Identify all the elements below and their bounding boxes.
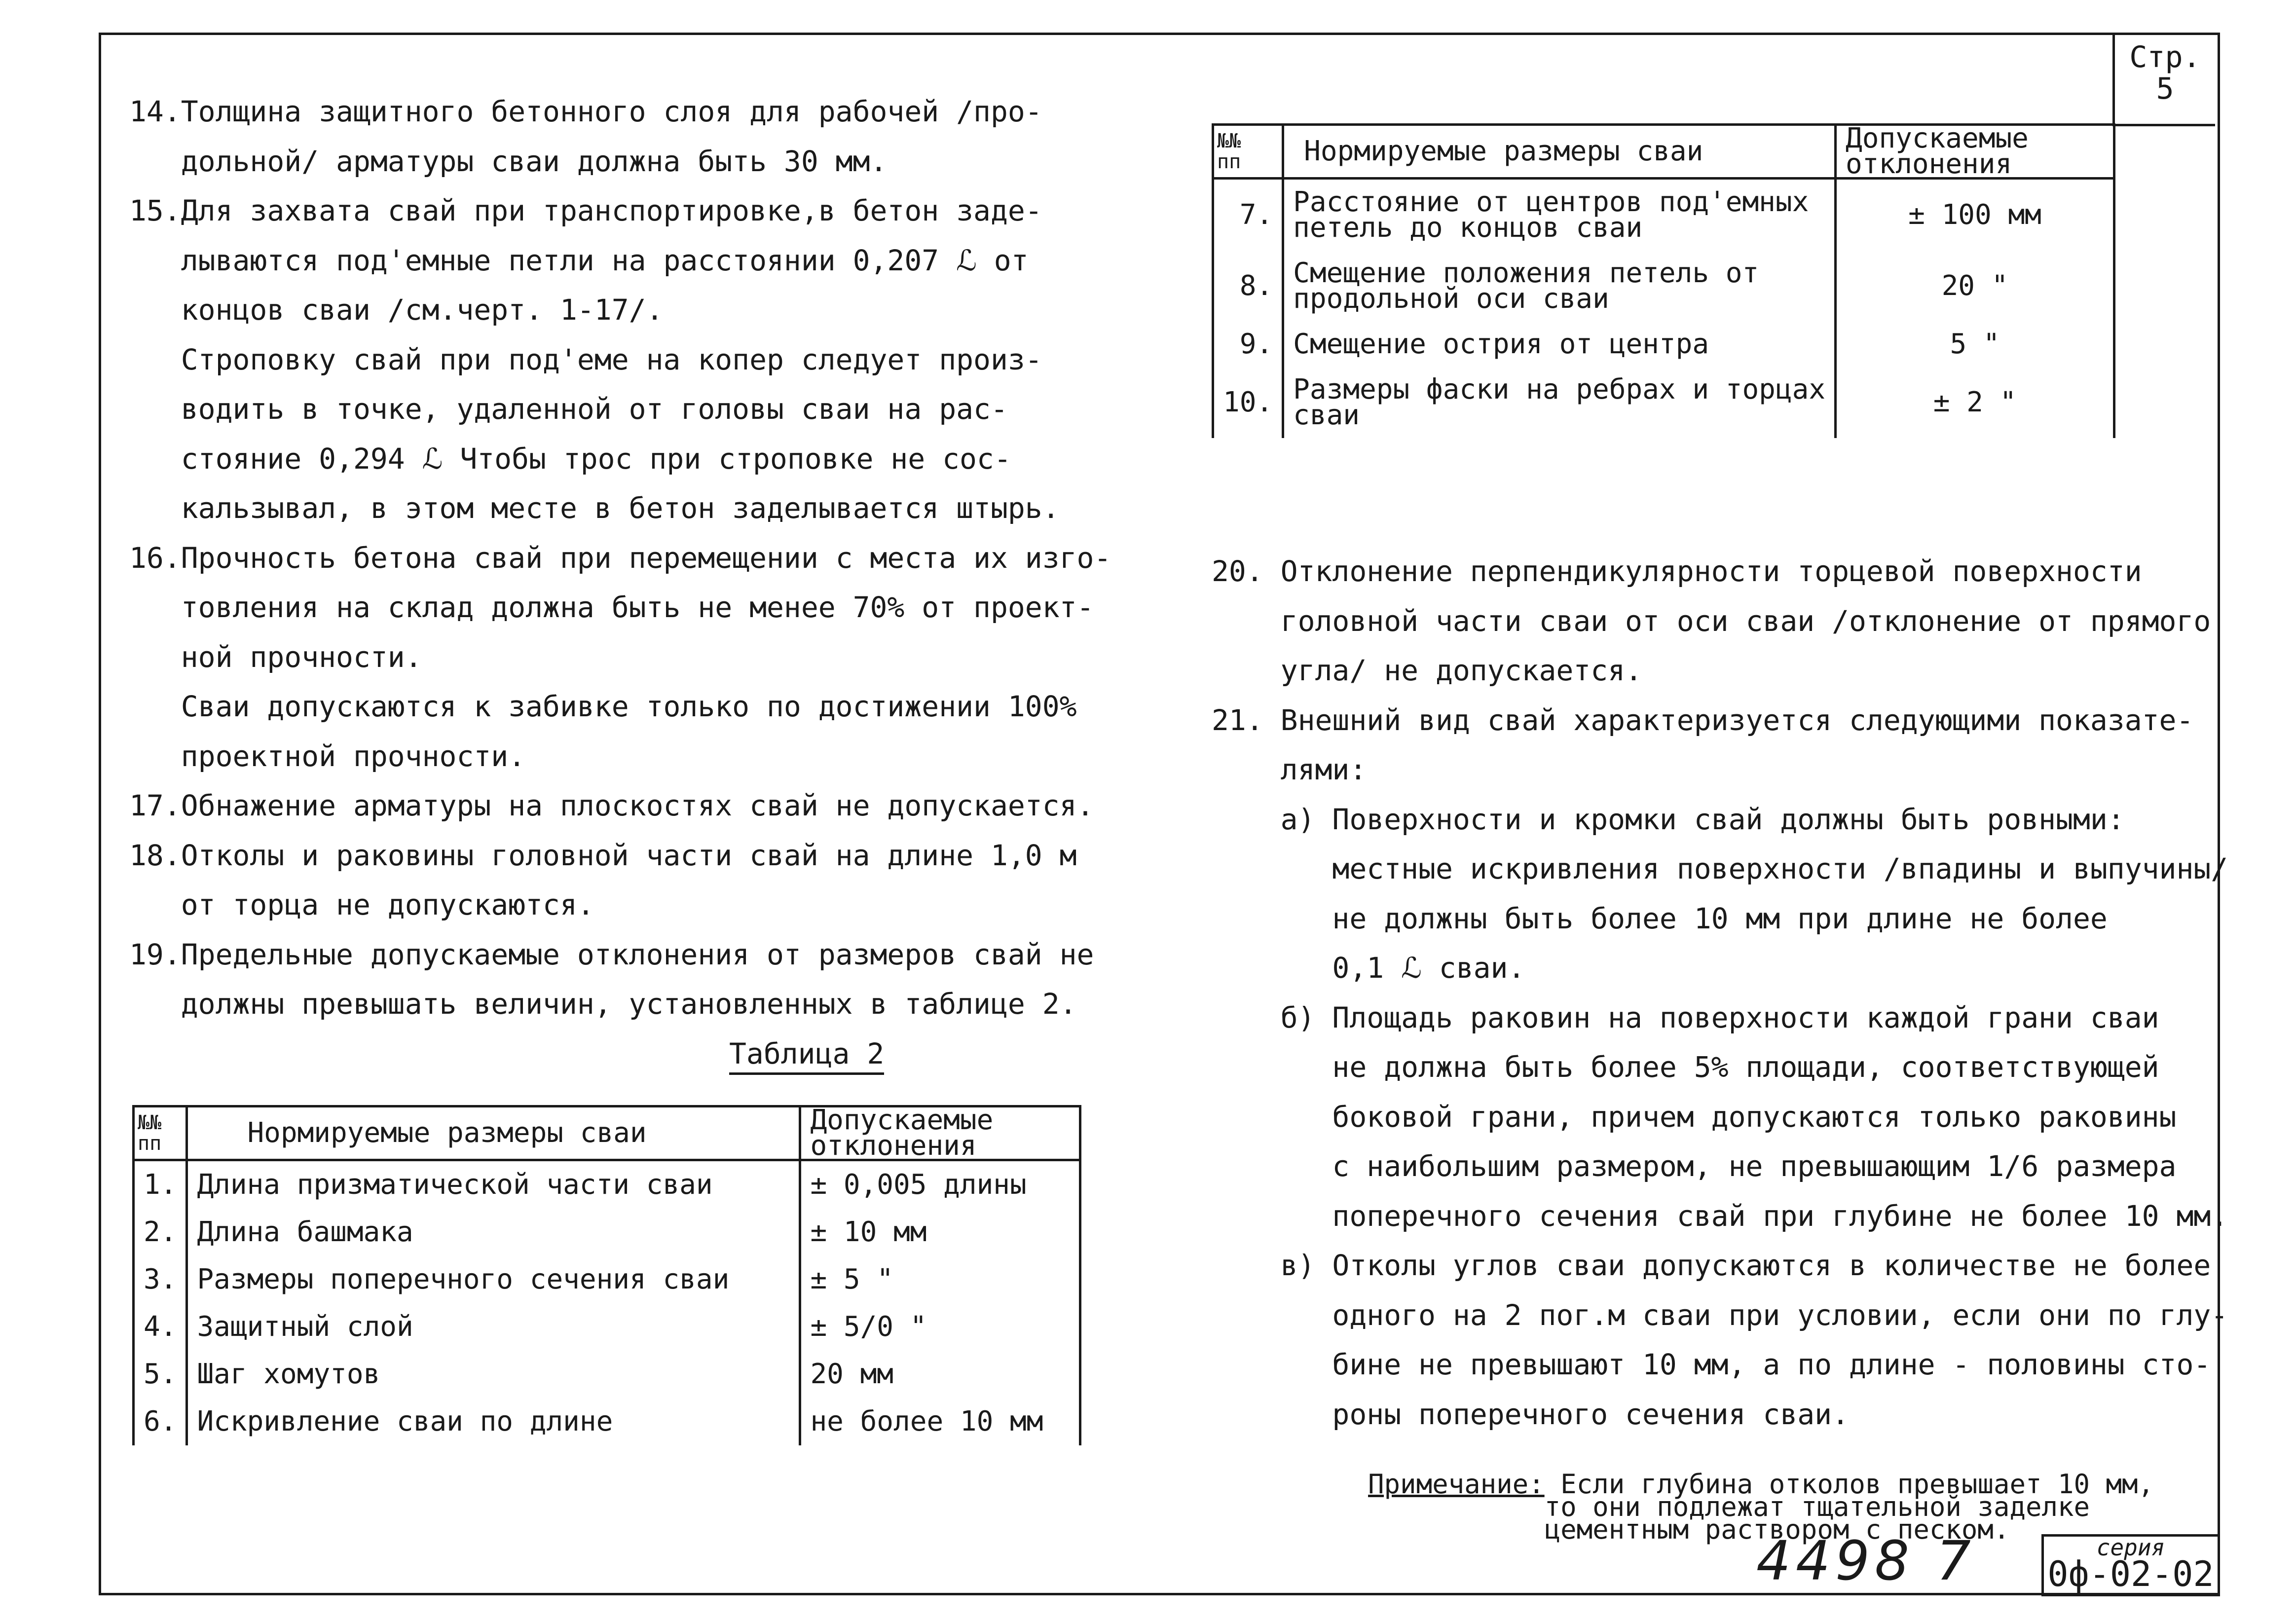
- row-number: 2.: [134, 1209, 187, 1256]
- right-text-line: б) Площадь раковин на поверхности каждой грани сваи: [1212, 1000, 2159, 1034]
- note-text: Если глубина отколов превышает 10 мм, то они подлежат тщательной заделке цементным раствором с песком.: [1544, 1469, 2154, 1545]
- row-name: Размеры фаски на ребрах и торцах сваи: [1283, 367, 1836, 438]
- right-text-line: не должна быть более 5% площади, соответствующей: [1212, 1050, 2159, 1084]
- right-text-line: поперечного сечения свай при глубине не более 10 мм.: [1212, 1199, 2228, 1233]
- right-text-line: роны поперечного сечения сваи.: [1212, 1397, 1850, 1431]
- page-number: 5: [2156, 72, 2174, 106]
- left-text-line: 17.Обнажение арматуры на плоскостях свай не допускается.: [129, 789, 1094, 822]
- series-label: серия: [2096, 1534, 2165, 1561]
- table-row: [1213, 367, 2114, 438]
- left-text-line: должны превышать величин, установленных в таблице 2.: [129, 987, 1077, 1021]
- table-row: [134, 1209, 1080, 1256]
- right-text-line: не должны быть более 10 мм при длине не более: [1212, 901, 2108, 935]
- row-name: Смещение острия от центра: [1283, 322, 1836, 367]
- right-text-line: а) Поверхности и кромки свай должны быть ровными:: [1212, 802, 2125, 836]
- row-tolerance: 5 ": [1836, 322, 2114, 367]
- left-text-line: дольной/ арматуры сваи должна быть 30 мм.: [129, 144, 888, 178]
- row-number: 3.: [134, 1256, 187, 1303]
- left-text-line: 18.Отколы и раковины головной части свай на длине 1,0 м: [129, 838, 1077, 872]
- row-name: Длина призматической части сваи: [187, 1160, 800, 1209]
- row-number: 5.: [134, 1351, 187, 1398]
- right-text-line: бине не превышают 10 мм, а по длине - половины сто-: [1212, 1348, 2211, 1381]
- right-text-line: головной части сваи от оси сваи /отклонение от прямого: [1212, 604, 2211, 638]
- row-name: Искривление сваи по длине: [187, 1398, 800, 1445]
- right-text-line: местные искривления поверхности /впадины и выпучины/: [1212, 852, 2228, 885]
- sheet-number: 4498 7: [1756, 1529, 1976, 1592]
- left-text-line: 14.Толщина защитного бетонного слоя для рабочей /про-: [129, 95, 1042, 128]
- left-text-line: концов сваи /см.черт. 1-17/.: [129, 293, 664, 327]
- table-row: [134, 1398, 1080, 1445]
- right-column: [1212, 547, 2228, 1439]
- table-row: [134, 1303, 1080, 1351]
- right-text-line: боковой грани, причем допускаются только раковины: [1212, 1100, 2177, 1134]
- col-header-name: Нормируемые размеры сваи: [187, 1106, 800, 1160]
- col-header-num-2: №№ пп: [1213, 125, 1283, 179]
- row-number: 7.: [1213, 179, 1283, 251]
- table-row: [1213, 179, 2114, 251]
- row-name: Шаг хомутов: [187, 1351, 800, 1398]
- right-text-line: с наибольшим размером, не превышающим 1/6 размера: [1212, 1149, 2177, 1183]
- row-number: 8.: [1213, 251, 1283, 322]
- row-tolerance: 20 ": [1836, 251, 2114, 322]
- left-text-line: водить в точке, удаленной от головы сваи на рас-: [129, 392, 1008, 426]
- col-header-num: №№ пп: [134, 1106, 187, 1160]
- table-row: [1213, 251, 2114, 322]
- right-text-line: 0,1 ℒ сваи.: [1212, 951, 1525, 985]
- right-text-line: 20. Отклонение перпендикулярности торцевой поверхности: [1212, 554, 2142, 588]
- row-number: 10.: [1213, 367, 1283, 438]
- left-text-line: Строповку свай при под'еме на копер следует произ-: [129, 342, 1042, 376]
- note: [1336, 1450, 2154, 1545]
- left-text-line: 16.Прочность бетона свай при перемещении с места их изго-: [129, 541, 1111, 575]
- row-tolerance: ± 10 мм: [800, 1209, 1080, 1256]
- row-name: Размеры поперечного сечения сваи: [187, 1256, 800, 1303]
- table-row: [134, 1256, 1080, 1303]
- row-tolerance: ± 100 мм: [1836, 179, 2114, 251]
- row-tolerance: не более 10 мм: [800, 1398, 1080, 1445]
- table-row: [134, 1351, 1080, 1398]
- row-number: 1.: [134, 1160, 187, 1209]
- row-tolerance: ± 5/0 ": [800, 1303, 1080, 1351]
- row-name: Расстояние от центров под'емных петель до концов сваи: [1283, 179, 1836, 251]
- table-row: [1213, 322, 2114, 367]
- row-tolerance: ± 5 ": [800, 1256, 1080, 1303]
- left-text-line: 19.Предельные допускаемые отклонения от размеров свай не: [129, 937, 1094, 971]
- row-number: 9.: [1213, 322, 1283, 367]
- table-caption: Таблица 2: [729, 1037, 884, 1075]
- right-text-line: в) Отколы углов сваи допускаются в количестве не более: [1212, 1249, 2211, 1282]
- series-code: 0ф-02-02: [2047, 1554, 2214, 1594]
- row-tolerance: 20 мм: [800, 1351, 1080, 1398]
- left-text-line: проектной прочности.: [129, 739, 526, 773]
- left-text-line: товления на склад должна быть не менее 70% от проект-: [129, 590, 1094, 624]
- row-tolerance: ± 0,005 длины: [800, 1160, 1080, 1209]
- table-row: [134, 1160, 1080, 1209]
- left-text-line: кальзывал, в этом месте в бетон заделывается штырь.: [129, 491, 1060, 525]
- left-text-line: ной прочности.: [129, 640, 422, 674]
- left-text-line: от торца не допускаются.: [129, 888, 594, 921]
- left-text-line: лываются под'емные петли на расстоянии 0,207 ℒ от: [129, 243, 1029, 277]
- series-box: [2041, 1534, 2220, 1596]
- row-number: 6.: [134, 1398, 187, 1445]
- row-name: Защитный слой: [187, 1303, 800, 1351]
- right-text-line: 21. Внешний вид свай характеризуется следующими показате-: [1212, 703, 2194, 737]
- row-name: Длина башмака: [187, 1209, 800, 1256]
- col-header-tol: Допускаемые отклонения: [800, 1106, 1080, 1160]
- left-text-line: стояние 0,294 ℒ Чтобы трос при строповке не сос-: [129, 442, 1011, 476]
- page-number-box: [2112, 33, 2215, 126]
- row-tolerance: ± 2 ": [1836, 367, 2114, 438]
- left-text-line: Сваи допускаются к забивке только по достижении 100%: [129, 690, 1077, 723]
- note-label: Примечание:: [1368, 1469, 1545, 1500]
- left-text-line: 15.Для захвата свай при транспортировке,в бетон заде-: [129, 194, 1042, 227]
- right-text-line: угла/ не допускается.: [1212, 654, 1642, 687]
- row-name: Смещение положения петель от продольной оси сваи: [1283, 251, 1836, 322]
- table-2-continued: [1212, 123, 2115, 438]
- row-number: 4.: [134, 1303, 187, 1351]
- page-label: Стр.: [2129, 40, 2201, 74]
- right-text-line: одного на 2 пог.м сваи при условии, если они по глу-: [1212, 1298, 2228, 1332]
- right-text-line: лями:: [1212, 753, 1367, 786]
- col-header-name-2: Нормируемые размеры сваи: [1283, 125, 1836, 179]
- table-2-left: [132, 1105, 1081, 1445]
- left-column: [129, 87, 1116, 1029]
- col-header-tol-2: Допускаемые отклонения: [1836, 125, 2114, 179]
